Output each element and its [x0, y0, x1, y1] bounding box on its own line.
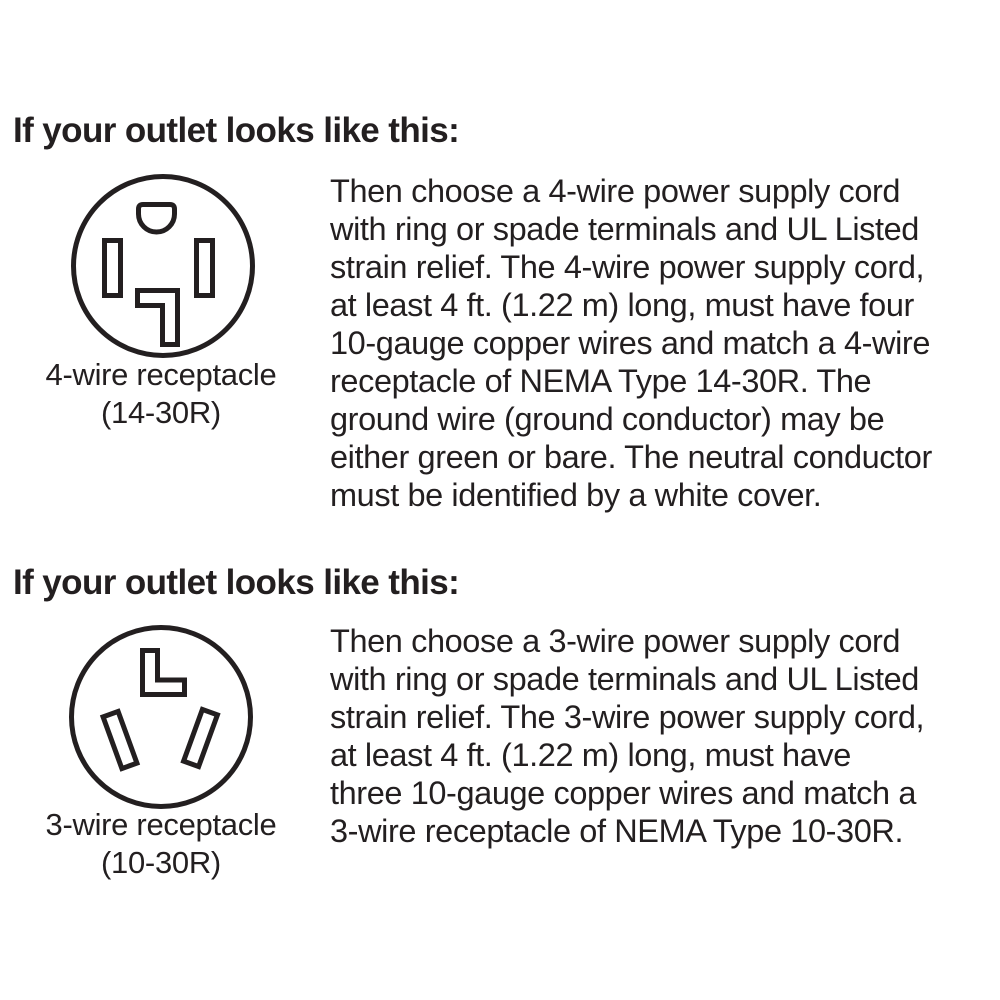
paragraph-line: 10-gauge copper wires and match a 4-wire [330, 325, 931, 361]
paragraph-line: with ring or spade terminals and UL Listed [330, 661, 919, 697]
paragraph-line: must be identified by a white cover. [330, 477, 822, 513]
section-heading: If your outlet looks like this: [13, 111, 460, 150]
figure-caption-nema: (14-30R) [101, 395, 221, 430]
figure-caption-name: 3-wire receptacle [45, 807, 277, 842]
paragraph-line: receptacle of NEMA Type 14-30R. The [330, 363, 872, 399]
paragraph-line: strain relief. The 4-wire power supply cord, [330, 249, 925, 285]
neutral-slot [139, 205, 175, 232]
figure-caption-nema: (10-30R) [101, 845, 221, 880]
paragraph-line: ground wire (ground conductor) may be [330, 401, 885, 437]
paragraph-line: at least 4 ft. (1.22 m) long, must have [330, 737, 851, 773]
section-heading: If your outlet looks like this: [13, 563, 460, 602]
ground-slot [138, 291, 178, 345]
paragraph-line: Then choose a 4-wire power supply cord [330, 173, 901, 209]
hot-slot-right [197, 241, 213, 296]
hot-slot-right [184, 709, 218, 766]
paragraph-line: three 10-gauge copper wires and match a [330, 775, 917, 811]
paragraph-line: either green or bare. The neutral conductor [330, 439, 932, 475]
paragraph-line: with ring or spade terminals and UL Listed [330, 211, 919, 247]
paragraph-line: strain relief. The 3-wire power supply cord, [330, 699, 925, 735]
figure-caption-name: 4-wire receptacle [45, 357, 277, 392]
figure-caption [0, 356, 322, 432]
hot-slot-left [103, 711, 137, 768]
3-wire-receptacle-icon [66, 622, 256, 812]
instruction-paragraph [330, 172, 932, 514]
4-wire-receptacle-icon [68, 171, 258, 361]
instruction-paragraph [330, 622, 924, 850]
paragraph-line: 3-wire receptacle of NEMA Type 10-30R. [330, 813, 904, 849]
paragraph-line: Then choose a 3-wire power supply cord [330, 623, 901, 659]
figure-caption [0, 806, 322, 882]
neutral-slot [143, 651, 185, 695]
hot-slot-left [105, 241, 121, 296]
receptacle-outline [72, 628, 251, 807]
paragraph-line: at least 4 ft. (1.22 m) long, must have four [330, 287, 914, 323]
